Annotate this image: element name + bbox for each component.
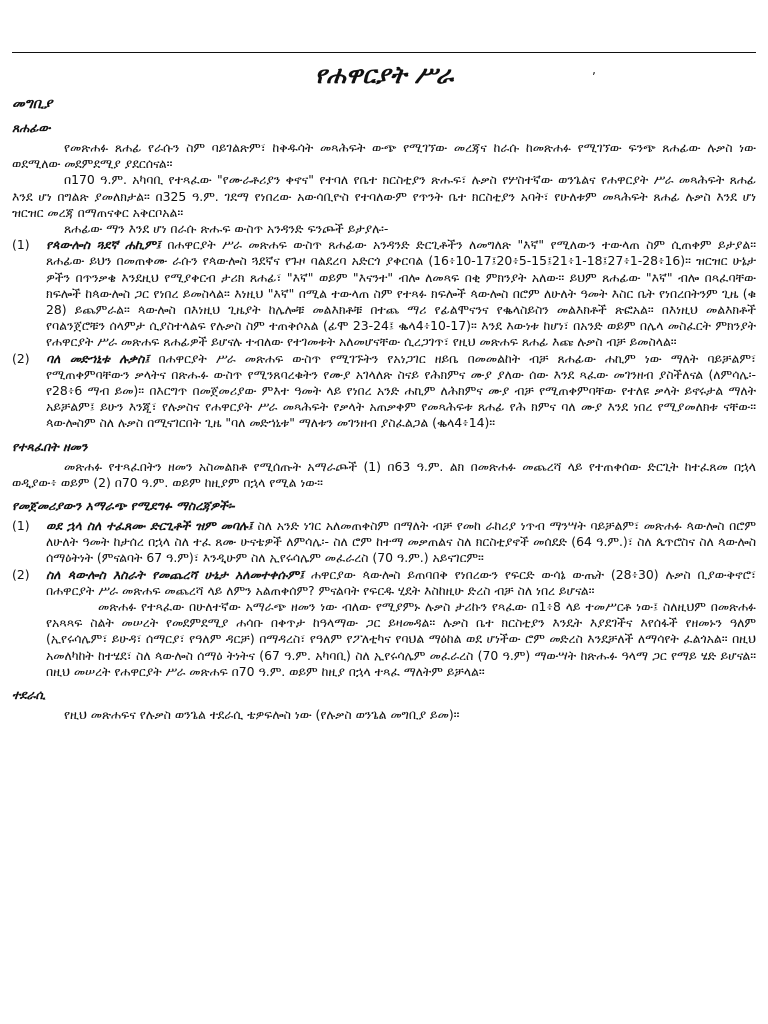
list-text [46,518,756,567]
author-paragraph-3: ጸሐፊው ማን እንደ ሆነ በራሱ ጽሑፍ ውስጥ አንዳንድ ፍንጮች ይታያሉ፡- [64,221,389,237]
list-number: (2) [12,350,30,366]
evidence-heading: የመጀመሪያውን አማራጭ የሚደግፉ ማስረጃዎች፡- [12,498,236,514]
title-mark: ʼ [592,70,596,84]
list-body: ሐዋርያው ጳውሎስ ይጠባበቅ የነበረውን የፍርድ ውሳኔ ውጤት (28፥30) ሉቃስ ቢያውቅኖሮ፣ በሐዋርያት ሥራ መጽሐፍ መጨረሻ ላይ ለምን አልጠቀሰም? ምናልባት የፍርዱ ሂደት እስከዚሁ ድረስ ብቻ ስለ ነበረ ይሆናል። [46,566,756,598]
list-lead: የጳውሎስ ጓደኛ ሐኪም፤ [46,237,161,253]
evidence-list-item [12,567,756,599]
list-body: ስለ አንድ ነገር አለመጠቀስም በማለት ብቻ የመከ ራከሪያ ነጥብ ማንሣት ባይቻልም፣ መጽሐፉ ጳውሎስ በሮም ለሁለት ዓመት ከታሰረ በኋላ ስለ ተፈ ጸሙ ሁናቴዎች ለምሳሌ፡- ስለ ሮም ከተማ መቃጠልና ስለ ክርስቲያኖች መሰደድ (64 ዓ.ም.)፣ ስለ ጴጥሮስና ስለ ጳውሎስ ሰማዕትነት (ምናልባት 67 ዓ.ም)፣ እንዲሁም ስለ ኢየሩሳሌም መፈራረስ (70 ዓ.ም.) አይናገርም። [46,518,756,566]
list-text [46,351,756,432]
author-list-item [12,237,756,350]
author-list-item [12,351,756,432]
recipient-paragraph: የዚህ መጽሐፍና የሉቃስ ወንጌል ተደራሲ ቴዎፍሎስ ነው (የሉቃስ ወንጌል መግቢያ ይመ)። [64,707,460,723]
author-paragraph-1: የመጽሐፉ ጸሐፊ የራሱን ስም ባይገልጽም፣ ከቅዱሳት መጻሕፍት ውጭ የሚገኘው መረጃና ከራሱ ከመጽሐፉ የሚገኘው ፍንጭ ጸሐፊው ሉቃስ ነው ወደሚለው መደምደሚያ ያደርሰናል። [12,140,756,172]
list-lead: ባለ መድኀኒቱ ሉቃስ፤ [46,350,150,366]
document-body [12,95,756,723]
list-body: በሐዋርያት ሥራ መጽሐፍ ውስጥ የሚገኙትን የአነጋገር ዘይቤ በመመልከት ብቻ ጸሐፊው ሐኪም ነው ማለት ባይቻልም፣ የሚጠቀምባቸውን ቃላትና በጽሑፉ ውስጥ የሚንጸባረቁትን የሙያ አገላለጽ ስናይ የሕክምና ሙያ ያለው ሰው እንደ ጻፈው መገንዘብ ያስችለናል (ለምሳሌ፡- የ28፥6 ማብ ይመ)። በእርግጥ በመጀመሪያው ምእተ ዓመት ላይ የነበረ አንድ ሐኪም ለሕክምና ሙያ ብቻ የሚጠቀምባቸው የተለዩ ቃላት ይኖሩታል ማለት አይቻልም፤ ይሁን እንጂ፣ የሉቃስና የሐዋርያት ሥራ መጻሕፍት የቃላት አጠቃቀም የመጻሕፍቱ ጸሐፊ የሕ ክምና ባለ ሙያ እንደ ነበረ የሚያመለክቱ ናቸው። ጳውሎስም ስለ ሉቃስ በሚናገርበት ጊዜ "ባለ መድኀኒቱ" ማለቱን መገንዘብ ያስፈልጋል (ቈላ4፥14)። [46,350,756,431]
list-body: በሐዋርያት ሥራ መጽሐፍ ውስጥ ጸሐፊው አንዳንድ ድርጊቶችን ለመግለጽ "እኛ" የሚለውን ተውላጠ ስም ሲጠቀም ይታያል። ጸሐፊው ይህን በመጠቀሙ ራሱን የጳውሎስ ጓደኛና የጉዞ ባልደረባ አድርጎ ያቀርባል (16፥10-17፤20፥5-15፤21፥1-18፤27፥1-28፥16)። ዝርዝር ሁኔታ ዎችን በጥንቃቄ እንደዚህ የሚያቀርብ ታሪክ ጸሐፊ፣ "እኛ" ወይም "እናንተ" ብሎ ለመጻፍ በቂ ምክንያት አለው። ይህም ጸሐፊው "እኛ" ብሎ በጻፈባቸው ክፍሎች ከጳውሎስ ጋር የነበረ ይመስላል። እነዚህ "እኛ" በሚል ተውላጠ ስም የተጻፉ ክፍሎች ጳውሎስ በሮም ለሁለት ዓመት እስር ቤት የነበረበትንም ጊዜ (ቁ 28) ይጨምራል። ጳውሎስ በእነዚህ ጊዜያት ከሌሎቹ መልእክቶቹ በተጨ ማሪ የፊልሞናንና የቈላስይስን መልእክቶች ጽፎአል። በእነዚህ መልእክቶች የባልንጀሮቹን ሰላምታ ሲያስተላልፍ የሉቃስ ስም ተጠቅሶአል (ፊሞ 23-24፤ ቈላ4፥10-17)። እንደ እውነቱ ከሆነ፣ በአንድ ወይም በሌላ መስፈርት ምክንያት የሐዋርያት ሥራ መጽሐፍ ጸሐፊዎች ይሆናሉ ተብለው የተገመቱት አለመሆናቸው ሲረጋገጥ፣ የዚህ መጽሐፍ ጸሐፊ እጩ ሉቃስ ብቻ ይመስላል። [46,237,756,350]
author-paragraph-2: በ170 ዓ.ም. አካባቢ የተጻፈው "የሙራቶሪያን ቀኖና" የተባለ የቤተ ክርስቲያን ጽሑፍ፣ ሉቃስ የሦስተኛው ወንጌልና የሐዋርያት ሥራ መጻሕፍት ጸሐፊ እንደ ሆነ በግልጽ ያመለክታል። በ325 ዓ.ም. ገደማ የነበረው አውሳቢዮስ የተባለውም የጥንት ቤተ ክርስቲያን አባት፣ የሁለቱም መጻሕፍት ጸሐፊ ሉቃስ እንደ ሆነ ዝርዝር መረጃ በማጠናቀር አቅርቦአል። [12,172,756,220]
list-number: (1) [12,237,30,253]
list-number: (1) [12,518,30,534]
evidence-list-item [12,518,756,567]
top-rule [12,52,756,53]
page-title: የሐዋርያት ሥራ [314,60,454,89]
list-lead: ወደ ኋላ ስለ ተፈጸሙ ድርጊቶች ዝም መባሉ፤ [46,518,253,534]
intro-heading: መግቢያ [12,96,53,112]
date-paragraph: መጽሐፉ የተጻፈበትን ዘመን አስመልክቶ የሚሰጡት አማራጮች (1) በ63 ዓ.ም. ልክ በመጽሐፉ መጨረሻ ላይ የተጠቀሰው ድርጊት ከተፈጸመ በኋላ ወዲያው፥ ወይም (2) በ70 ዓ.ም. ወይም ከዚያም በኋላ የሚል ነው። [12,458,756,490]
recipient-heading: ተደራሲ [12,687,46,703]
list-number: (2) [12,566,30,582]
evidence-paragraph: መጽሐፉ የተጻፈው በሁለተኛው አማራጭ ዘመን ነው ብለው የሚያምኑ ሉቃስ ታሪኩን የጻፈው በ1፥8 ላይ ተመሥርቶ ነው፤ ስለዚህም በመጽሐፉ የአጻጻፍ ስልት መሠረት የመደምደሚያ ሐሳቡ በቀጥታ ከዓላማው ጋር ይዛመዳል። ሉቃስ ቤተ ክርስቲያን እንዴት እያደገችና እየሰፋች የዘመኑን ዓለም (ኢየሩሳሌም፣ ይሁዳ፣ ሰማርያ፣ የዓለም ዳርቻ) በማዳረስ፣ የዓለም የፖለቲካና የባህል ማዕከል ወደ ሆነችው ሮም መድረስ እንደቻለች ለማሳየት ፈልጎአል። በዚህ አመለካከት ከተሄደ፣ ስለ ጳውሎስ ሰማዕ ትነትና (67 ዓ.ም. አካባቢ) ስለ ኢየሩሳሌም መፈራረስ (70 ዓ.ም) ማውሣት ከጽሑፉ ዓላማ ጋር የማይ ሄድ ይሆናል። በዚህ መሠረት የሐዋርያት ሥራ መጽሐፍ በ70 ዓ.ም. ወይም ከዚያ በኋላ ተጻፈ ማለትም ይቻላል። [46,599,756,679]
author-heading: ጸሐፊው [12,120,51,135]
list-lead: ስለ ጳውሎስ እስራት የመጨረሻ ሁኔታ አለመተቀሱም፤ [46,566,305,582]
list-text [46,237,756,350]
date-heading: የተጻፈበት ዘመን [12,438,88,454]
list-text [46,567,756,599]
